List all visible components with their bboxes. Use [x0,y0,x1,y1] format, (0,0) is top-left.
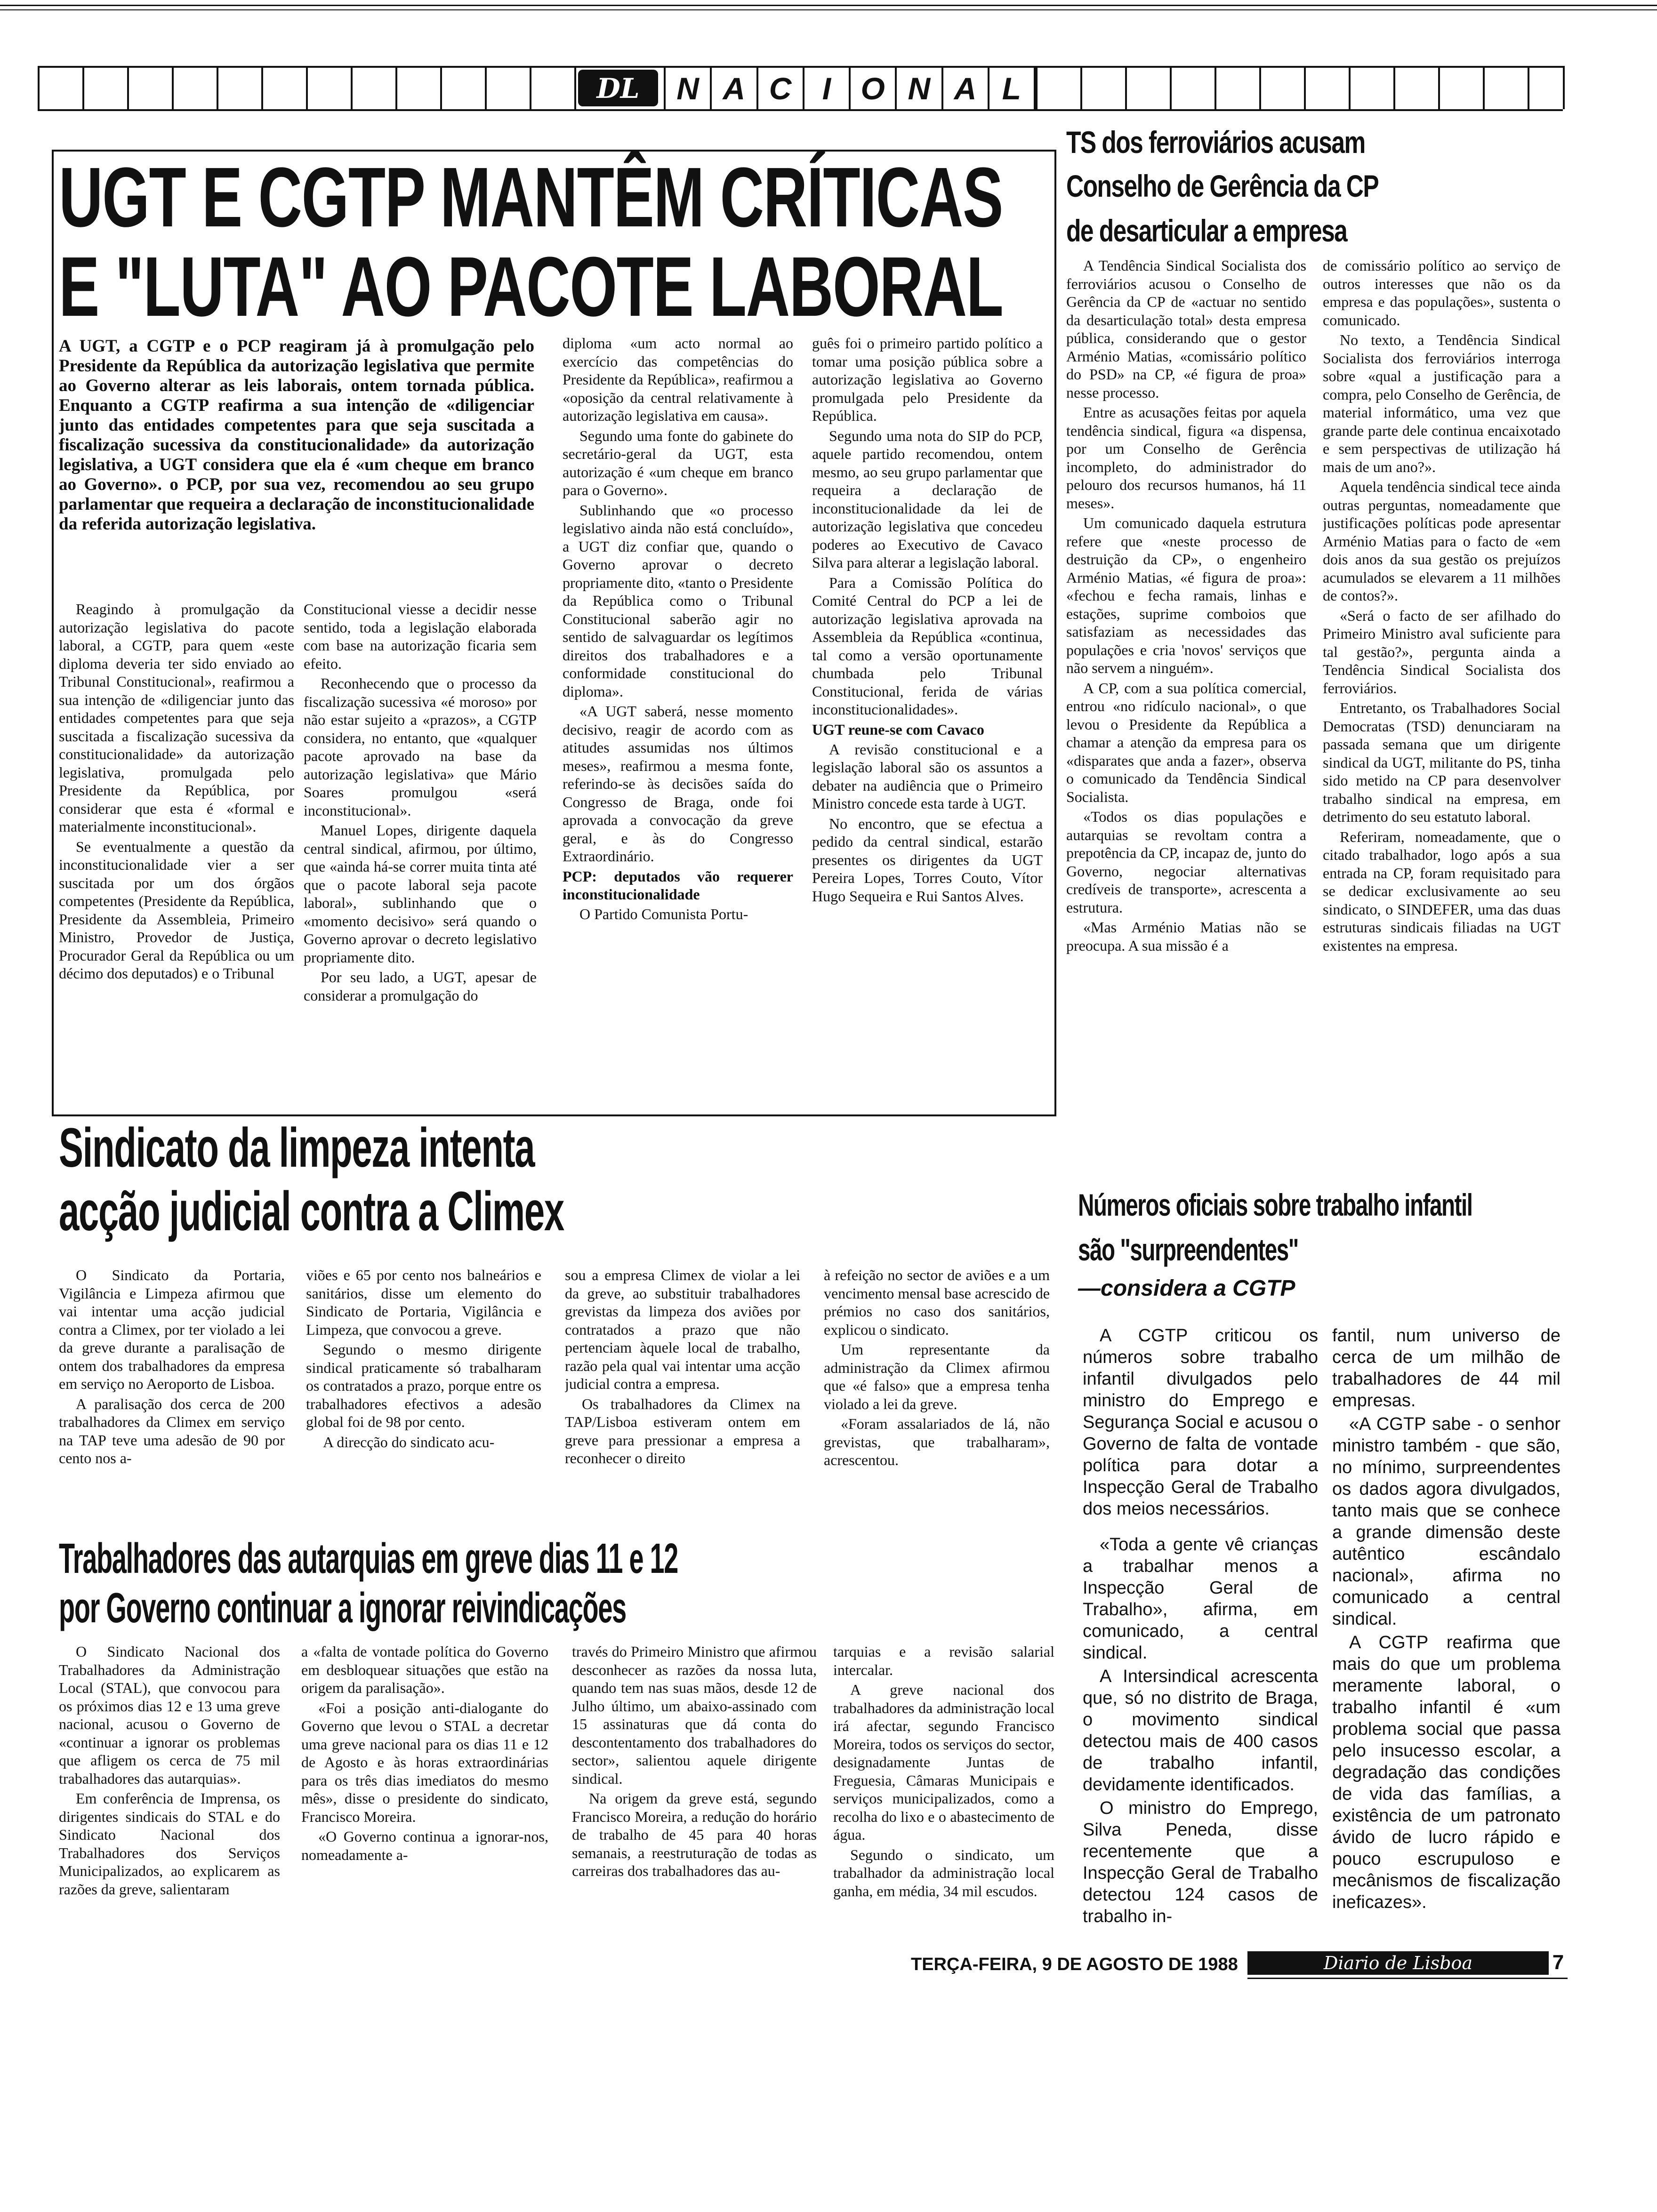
paragraph: Constitucional viesse a decidir nesse sentido, toda a legislação elaborada com base na autorização ficaria sem efeito. [304,601,537,672]
limpeza-column-2 [306,1266,541,1520]
paragraph: Segundo o sindicato, um trabalhador da administração local ganha, em média, 34 mil escudos. [833,1846,1054,1899]
paragraph: tarquias e a revisão salarial intercalar. [833,1643,1054,1678]
paragraph: A direcção do sindicato acu- [323,1433,495,1451]
ugt-column-1 [59,600,294,1108]
paragraph: A CGTP criticou os números sobre trabalho infantil divulgados pelo ministro do Emprego e Segurança Social e acusou o Governo de falta de vontade política para dotar a Inspecção Geral de Trabalho dos meios necessários. [1083,1326,1318,1519]
paragraph: Entretanto, os Trabalhadores Social Democratas (TSD) denunciaram na passada semana que um dirigente sindical da UGT, militante do PS, tinha sido metido na CP para desenvolver trabalho sindical na empresa, em detrimento do seu estatuto laboral. [1323,699,1560,825]
infantil-kicker: —considera a CGTP [1078,1276,1295,1301]
paragraph: de comissário político ao serviço de outros interesses que não os da empresa e das populações», sustenta o comunicado. [1323,257,1560,329]
section-letter: N [664,66,710,111]
infantil-headline-2: são "surpreendentes" [1078,1232,1298,1267]
footer-page-number: 7 [1552,1951,1564,1974]
section-letter: N [895,66,941,111]
paragraph: A CP, com a sua política comercial, entrou «no ridículo nacional», o que levou o Presidente da República a chamar a atenção da empresa para os «disparates que anda a fazer», observa o comunicado da Tendência Sindical Socialista. [1066,679,1306,805]
paragraph: «Será o facto de ser afilhado do Primeiro Ministro aval suficiente para tal gestão?», pergunta ainda a Tendência Sindical Socialista dos ferroviários. [1323,607,1560,697]
autarquias-column-4 [833,1643,1054,1937]
subheading: PCP: deputados vão requerer inconstitucionalidade [563,867,793,903]
paragraph: Referiram, nomeadamente, que o citado trabalhador, logo após a sua entrada na CP, foram requisitado para se dedicar exclusivamente ao seu sindicato, o SINDEFER, uma das duas estruturas sindicais filiadas na UGT existentes na empresa. [1323,828,1560,954]
paragraph: A CGTP reafirma que mais do que um problema meramente laboral, o trabalho infantil é «um problema social que passa pelo insucesso escolar, a degradação das condições de vida das famílias, a existência de um patronato ávido de lucro rápido e pouco escrupuloso e mecânismos de fiscalização ineficazes». [1332,1633,1560,1912]
section-letter: A [941,66,988,111]
limpeza-column-3 [565,1266,800,1520]
paragraph: O ministro do Emprego, Silva Peneda, disse recentemente que a Inspecção Geral de Trabalho detectou 124 casos de trabalho in- [1083,1798,1318,1926]
paragraph: No texto, a Tendência Sindical Socialista dos ferroviários interroga sobre «qual a justificação para a compra, pelo Conselho de Gerência, de material informático, uma vez que grande parte dele continua encaixotado e sem perspectivas de utilização há mais de um ano?». [1323,331,1560,475]
paragraph: A Intersindical acrescenta que, só no distrito de Braga, o movimento sindical detectou mais de 400 casos de trabalho infantil, devidamente identificados. [1083,1667,1318,1795]
logo-text: DL [596,72,640,104]
headline-line-1: UGT E CGTP MANTÊM CRÍTICAS [59,150,1003,245]
paragraph: viões e 65 por cento nos balneários e sanitários, disse um elemento do Sindicato de Portaria, Vigilância e Limpeza, que convocou a greve. [306,1266,541,1338]
paragraph: «Foram assalariados de lá, não grevistas, que trabalharam», acrescentou. [824,1415,1050,1468]
paragraph: Manuel Lopes, dirigente daquela central sindical, afirmou, por último, que «ainda há-se correr muita tinta até que o pacote laboral seja pacote laboral», sublinhando que o «momento decisivo» será quando o Governo aprovar o decreto legislativo propriamente dito. [304,822,537,966]
paragraph: «Toda a gente vê crianças a trabalhar menos a Inspecção Geral de Trabalho», afirma, em comunicado, a central sindical. [1083,1535,1318,1663]
paragraph: «O Governo continua a ignorar-nos, nomeadamente a- [301,1828,548,1863]
paragraph: à refeição no sector de aviões e a um vencimento mensal base acrescido de prémios no caso dos sanitários, explicou o sindicato. [824,1266,1050,1338]
section-letters [664,66,1036,111]
paragraph: Um representante da administração da Climex afirmou que «é falso» que a empresa tenha violado a lei da greve. [824,1341,1050,1412]
paragraph: Reagindo à promulgação da autorização legislativa do pacote laboral, a CGTP, para quem «este diploma deveria ter sido enviado ao Tribunal Constitucional», reafirmou a sua intenção de «diligenciar junto das entidades competentes para que seja suscitada a fiscalização sucessiva da constitucionalidade» da autorização legislativa, promulgada pelo Presidente da República, por considerar que esta é «formal e materialmente inconstitucional». [59,601,294,835]
paragraph: O Sindicato Nacional dos Trabalhadores da Administração Local (STAL), que convocou para os próximos dias 12 e 13 uma greve nacional, acusou o Governo de «continuar a ignorar os problemas que afligem os cerca de 75 mil trabalhadores das autarquias». [59,1643,280,1787]
headline-line-2: E "LUTA" AO PACOTE LABORAL [59,240,1003,334]
limpeza-column-4 [824,1266,1050,1520]
paragraph: A paralisação dos cerca de 200 trabalhadores da Climex em serviço na TAP teve uma adesão de 90 por cento nos a- [59,1395,285,1467]
section-letter: I [803,66,849,111]
paragraph: sou a empresa Climex de violar a lei da greve, ao substituir trabalhadores grevistas da limpeza dos aviões por contratados a prazo que não pertenciam àquele local de trabalho, razão pela qual vai intentar uma acção judicial contra a empresa. [565,1266,800,1392]
paragraph: «A CGTP sabe - o senhor ministro também - que são, no mínimo, surpreendentes os dados agora divulgados, tanto mais que se conhece a grande dimensão deste autêntico escândalo nacional», afirma no comunicado a central sindical. [1332,1414,1560,1629]
paragraph: Por seu lado, a UGT, apesar de considerar a promulgação do [304,969,537,1004]
paragraph: Reconhecendo que o processo da fiscalização sucessiva «é moroso» por não estar sujeito a «prazos», a CGTP considera, no entanto, que «qualquer pacote aprovado na base da autorização legislativa» que Mário Soares promulgou «será inconstitucional». [304,675,537,819]
paragraph: O Partido Comunista Portu- [579,905,748,922]
footer-date: TERÇA-FEIRA, 9 DE AGOSTO DE 1988 [911,1955,1238,1974]
limpeza-headline-1: Sindicato da limpeza intenta [59,1117,535,1179]
ts-column-2 [1323,256,1560,1162]
paragraph: A Tendência Sindical Socialista dos ferroviários acusou o Conselho de Gerência da CP de «actuar no sentido da desarticulação total» desta empresa pública, considerando que o gestor Arménio Matias, «comissário político do PSD» na CP, «é figura de proa» nesse processo. [1066,257,1306,401]
paragraph: A greve nacional dos trabalhadores da administração local irá afectar, segundo Francisco Moreira, todos os serviços do sector, designadamente Juntas de Freguesia, Câmaras Municipais e serviços municipalizados, como a recolha do lixo e o abastecimento de água. [833,1681,1054,1843]
footer-rule [1247,1978,1568,1979]
ts-column-1 [1066,256,1306,1162]
paragraph: a «falta de vontade política do Governo em desbloquear situações que estão na origem da paralisação». [301,1643,548,1696]
infantil-headline-1: Números oficiais sobre trabalho infantil [1078,1187,1472,1222]
infantil-column-2 [1332,1325,1560,1932]
paragraph: fantil, num universo de cerca de um milhão de trabalhadores de 44 mil empresas. [1332,1326,1560,1411]
paragraph: guês foi o primeiro partido político a tomar uma posição pública sobre a autorização legislativa ao Governo promulgada pelo Presidente da República. [812,335,1043,424]
ts-headline-1: TS dos ferroviários acusam [1066,125,1365,160]
limpeza-column-1 [59,1266,285,1520]
ugt-column-4 [812,334,1043,1106]
paragraph: «A UGT saberá, nesse momento decisivo, reagir de acordo com as atitudes assumidas nos últimos meses», reafirmou a mesma fonte, referindo-se às decisões saída do Congresso de Braga, onde foi aprovada a convocação da greve geral, e às do Congresso Extraordinário. [563,703,793,865]
infantil-column-1 [1083,1325,1318,1932]
paragraph: Um comunicado daquela estrutura refere que «neste processo de destruição da CP», o engenheiro Arménio Matias, «é figura de proa»: «fechou e fecha ramais, linhas e estações, suprime comboios que satisfaziam as necessidades das populações e cria 'novos' serviços que não servem a ninguém». [1066,514,1306,676]
autarquias-headline-2: por Governo continuar a ignorar reivindicações [59,1585,626,1632]
paragraph: A revisão constitucional e a legislação laboral são os assuntos a debater na audiência que o Primeiro Ministro concede esta tarde à UGT. [812,740,1043,812]
section-letter: C [756,66,803,111]
paragraph: «Mas Arménio Matias não se preocupa. A sua missão é a [1066,919,1306,954]
autarquias-column-3 [572,1643,817,1937]
paragraph: O Sindicato da Portaria, Vigilância e Limpeza afirmou que vai intentar uma acção judicial contra a Climex, por ter violado a lei da greve durante a paralisação de ontem dos trabalhadores da empresa em serviço no Aeroporto de Lisboa. [59,1266,285,1392]
paragraph: Na origem da greve está, segundo Francisco Moreira, a redução do horário de trabalho de 45 para 40 horas semanais, a reestruturação de todas as carreiras dos trabalhadores das au- [572,1790,817,1879]
autarquias-column-2 [301,1643,548,1937]
paragraph: Se eventualmente a questão da inconstitucionalidade vier a ser suscitada por um dos órgãos competentes (Presidente da República, Presidente da Assembleia, Primeiro Ministro, Provedor de Justiça, Procurador Geral da República ou um décimo dos deputados) e o Tribunal [59,838,294,982]
ts-headline-2: Conselho de Gerência da CP [1066,168,1379,203]
section-letter: O [849,66,895,111]
paragraph: «Todos os dias populações e autarquias se revoltam contra a prepotência da CP, incapaz de, junto do Governo, negociar alternativas credíveis de transporte», acrescenta a estrutura. [1066,808,1306,916]
ugt-column-3 [563,334,793,1106]
paragraph: Segundo uma nota do SIP do PCP, aquele partido recomendou, ontem mesmo, ao seu grupo parlamentar que requeira a declaração de inconstitucionalidade da lei de autorização legislativa que concedeu poderes ao Executivo de Cavaco Silva para alterar a legislação laboral. [812,427,1043,571]
paragraph: diploma «um acto normal ao exercício das competências do Presidente da República», reafirmou a «oposição da central relativamente à autorização legislativa em causa». [563,335,793,424]
paragraph: Aquela tendência sindical tece ainda outras perguntas, nomeadamente que justificações políticas pode apresentar Arménio Matias para o facto de «em dois anos da sua gestão os prejuízos acumulados se elevarem a 11 milhões de contos?». [1323,478,1560,604]
paragraph: través do Primeiro Ministro que afirmou desconhecer as razões da nossa luta, quando tem nas suas mãos, desde 12 de Julho último, um abaixo-assinado com 15 assinaturas que dá conta do descontentamento dos trabalhadores do sector», salientou aquele dirigente sindical. [572,1643,817,1787]
limpeza-headline-2: acção judicial contra a Climex [59,1180,564,1242]
autarquias-column-1 [59,1643,280,1937]
lead-paragraph: A UGT, a CGTP e o PCP reagiram já à promulgação pelo Presidente da República da autorização legislativa que permite ao Governo alterar as leis laborais, ontem tornada pública. Enquanto a CGTP reafirma a sua intenção de «diligenciar junto das entidades competentes para que seja suscitada a fiscalização sucessiva da constitucionalidade» da autorização legislativa, a UGT considera que ela é «um cheque em branco ao Governo». o PCP, por sua vez, recomendou ao seu grupo parlamentar que requeira a declaração de inconstitucionalidade da referida autorização legislativa. [59,337,534,534]
paragraph: Segundo uma fonte do gabinete do secretário-geral da UGT, esta autorização é «um cheque em branco para o Governo». [563,427,793,498]
autarquias-headline-1: Trabalhadores das autarquias em greve dias 11 e 12 [59,1535,678,1582]
ugt-column-2 [304,600,537,1108]
paragraph: Entre as acusações feitas por aquela tendência sindical, figura «a dispensa, por um Conselho de Gerência incompleto, do administrador do pelouro dos recursos humanos, há 11 meses». [1066,404,1306,512]
paragraph: Os trabalhadores da Climex na TAP/Lisboa estiveram ontem em greve para pressionar a empresa a reconhecer o direito [565,1395,800,1467]
paragraph: Em conferência de Imprensa, os dirigentes sindicais do STAL e do Sindicato Nacional dos Trabalhadores dos Serviços Municipalizados, ao explicarem as razões da greve, salientaram [59,1790,280,1898]
footer-paper-name: Diario de Lisboa [1323,1953,1473,1973]
paragraph: No encontro, que se efectua a pedido da central sindical, estarão presentes os dirigentes da UGT Pereira Lopes, Torres Couto, Vítor Hugo Sequeira e Rui Santos Alves. [812,815,1043,905]
ts-headline-3: de desarticular a empresa [1066,213,1347,248]
section-letter: L [988,66,1036,111]
section-letter: A [710,66,756,111]
paragraph: Para a Comissão Política do Comité Central do PCP a lei de autorização legislativa aprovada na Assembleia da República «continua, tal como a versão oportunamente chumbada pelo Tribunal Constitucional, ferida de várias inconstitucionalidades». [812,574,1043,718]
paragraph: «Foi a posição anti-dialogante do Governo que levou o STAL a decretar uma greve nacional para os dias 11 e 12 de Agosto e às horas extraordinárias para os três dias imediatos do mesmo mês», disse o presidente do sindicato, Francisco Moreira. [301,1699,548,1825]
paragraph: Sublinhando que «o processo legislativo ainda não está concluído», a UGT diz confiar que, quando o Governo aprovar o decreto propriamente dito, «tanto o Presidente da República como o Tribunal Constitucional saberão agir no sentido de salvaguardar os legítimos direitos dos trabalhadores e a conformidade constitucional do diploma». [563,501,793,700]
paragraph: Segundo o mesmo dirigente sindical praticamente só trabalharam os contratados a prazo, porque entre os trabalhadores efectivos a adesão global foi de 98 por cento. [306,1341,541,1430]
subheading: UGT reune-se com Cavaco [812,721,984,738]
